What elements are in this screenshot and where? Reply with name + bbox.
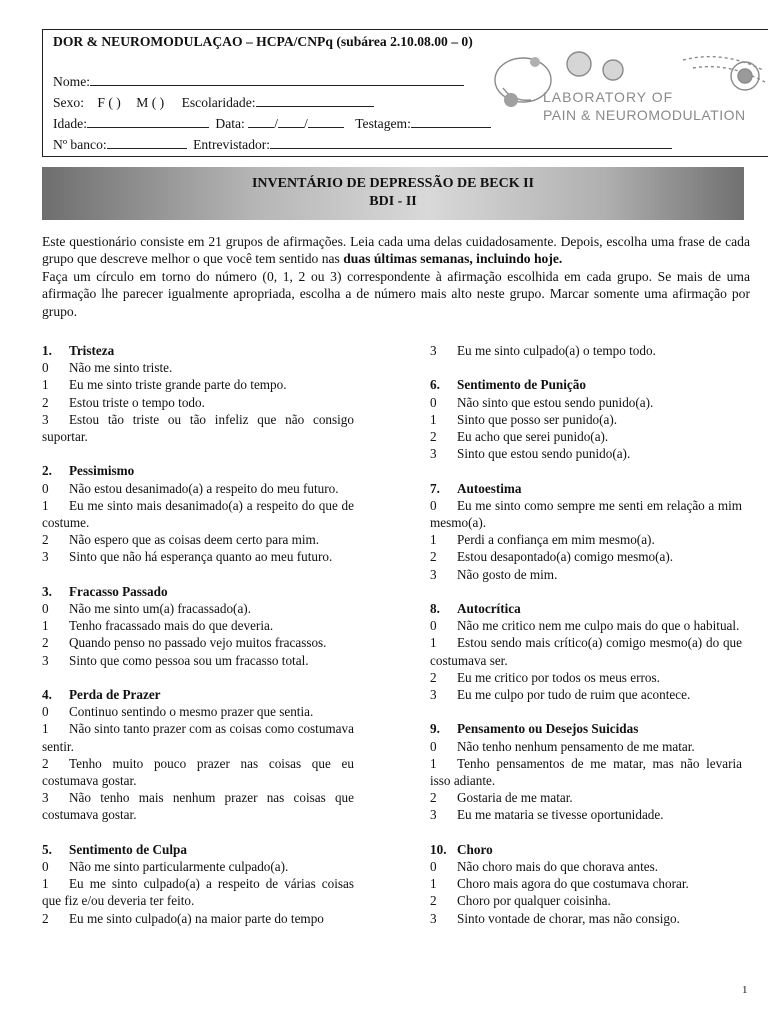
question-title xyxy=(42,342,354,359)
question-number: 7. xyxy=(430,480,440,496)
question-group xyxy=(430,720,742,823)
option-text: Choro mais agora do que costumava chorar. xyxy=(457,876,689,892)
instructions-paragraph-2: Faça um círculo em torno do número (0, 1, 2 ou 3) correspondente à afirmação escolhida em cada grupo. Se mais de uma afirmação lhe parecer igualmente apropriada, escolha a de número mais alto neste grupo. Marcar somente uma afirmação por grupo. xyxy=(42,268,750,319)
data-year-field[interactable] xyxy=(308,115,344,128)
option-number: 2 xyxy=(42,755,49,771)
question-number: 3. xyxy=(42,583,52,599)
question-number: 8. xyxy=(430,601,440,616)
answer-option[interactable] xyxy=(430,617,742,634)
instructions-paragraph-1 xyxy=(42,233,750,268)
answer-option[interactable] xyxy=(42,480,354,497)
option-text: Não espero que as coisas deem certo para mim. xyxy=(69,532,320,548)
nbanco-label: Nº banco: xyxy=(53,137,107,152)
question-title xyxy=(430,480,742,497)
option-number: 3 xyxy=(430,343,437,358)
option-number: 2 xyxy=(430,790,437,806)
answer-option[interactable] xyxy=(42,720,354,754)
option-text: Sinto que como pessoa sou um fracasso total. xyxy=(69,652,309,668)
question-title-text: Choro xyxy=(457,841,493,857)
answer-option[interactable] xyxy=(430,892,742,909)
instructions-text: Este questionário consiste em 21 grupos de afirmações. Leia cada uma delas cuidadosamente. Depois, escolha uma frase de cada grupo que descreve melhor o que você tem sentido nas xyxy=(42,234,750,267)
option-number: 0 xyxy=(42,360,49,376)
logo-text-line1: LABORATORY OF xyxy=(543,89,674,105)
question-title xyxy=(42,583,354,600)
option-number: 3 xyxy=(42,790,49,806)
option-number: 0 xyxy=(42,601,49,617)
answer-option[interactable] xyxy=(430,634,742,668)
option-text: Não me sinto um(a) fracassado(a). xyxy=(69,601,251,617)
option-number: 3 xyxy=(430,807,437,823)
option-text: Não sinto que estou sendo punido(a). xyxy=(457,394,654,410)
question-number: 6. xyxy=(430,377,440,393)
option-number: 1 xyxy=(42,497,49,513)
option-number: 1 xyxy=(430,755,437,771)
option-text: Choro por qualquer coisinha. xyxy=(457,893,611,909)
answer-option[interactable] xyxy=(430,738,742,755)
option-number: 2 xyxy=(430,549,437,565)
question-title xyxy=(42,686,354,703)
option-number: 1 xyxy=(430,876,437,892)
answer-option[interactable] xyxy=(42,376,354,393)
answer-option[interactable] xyxy=(42,652,354,669)
question-group xyxy=(42,686,354,824)
answer-option[interactable] xyxy=(42,910,354,927)
question-number: 9. xyxy=(430,721,440,737)
answer-option[interactable] xyxy=(42,394,354,411)
option-text: Eu me mataria se tivesse oportunidade. xyxy=(457,807,664,823)
option-number: 0 xyxy=(42,859,49,875)
option-number: 1 xyxy=(42,876,49,892)
answer-option[interactable] xyxy=(42,411,354,445)
answer-option[interactable] xyxy=(430,531,742,548)
date-separator: / xyxy=(274,116,279,131)
option-text: Perdi a confiança em mim mesmo(a). xyxy=(457,532,655,548)
option-text: Eu me culpo por tudo de ruim que acontece. xyxy=(457,687,691,703)
option-number: 3 xyxy=(430,687,437,703)
instructions xyxy=(42,233,750,320)
option-number: 1 xyxy=(42,377,49,393)
question-title xyxy=(430,720,742,737)
nome-row xyxy=(53,73,464,90)
question-number: 10. xyxy=(430,841,447,857)
question-title xyxy=(430,841,742,858)
option-number: 1 xyxy=(430,411,437,427)
option-number: 0 xyxy=(42,480,49,496)
answer-option[interactable] xyxy=(42,789,354,823)
question-group xyxy=(430,841,742,927)
option-text: Eu me sinto mais desanimado(a) a respeito do que de costume. xyxy=(42,497,354,531)
option-text: Eu me sinto como sempre me senti em relação a mim mesmo(a). xyxy=(430,497,742,530)
option-number: 0 xyxy=(430,738,437,754)
option-text: Sinto que posso ser punido(a). xyxy=(457,411,618,427)
option-text: Não me sinto triste. xyxy=(69,360,173,376)
option-text: Não sinto tanto prazer com as coisas como costumava sentir. xyxy=(42,721,354,754)
answer-option[interactable] xyxy=(430,566,742,583)
questions-left-column xyxy=(42,342,354,944)
answer-option[interactable] xyxy=(430,789,742,806)
question-title-text: Autoestima xyxy=(457,480,522,496)
question-title xyxy=(42,841,354,858)
answer-option[interactable] xyxy=(430,686,742,703)
option-text: Estou desapontado(a) comigo mesmo(a). xyxy=(457,549,674,565)
question-title-text: Autocrítica xyxy=(457,601,521,616)
date-separator: / xyxy=(304,116,308,131)
option-text: Não choro mais do que chorava antes. xyxy=(457,859,659,875)
data-label: Data: xyxy=(215,116,245,131)
question-title-text: Tristeza xyxy=(69,343,115,358)
option-text: Estou tão triste ou tão infeliz que não consigo suportar. xyxy=(42,411,354,445)
nome-field[interactable] xyxy=(90,73,464,86)
idade-label: Idade: xyxy=(53,116,87,131)
option-number: 3 xyxy=(42,549,49,565)
answer-option[interactable] xyxy=(430,858,742,875)
option-text: Não me critico nem me culpo mais do que o habitual. xyxy=(457,618,740,634)
question-title-text: Pensamento ou Desejos Suicidas xyxy=(457,721,639,737)
escolaridade-label: Escolaridade: xyxy=(181,95,256,110)
option-text: Sinto vontade de chorar, mas não consigo. xyxy=(457,910,680,926)
answer-option[interactable] xyxy=(430,394,742,411)
option-text: Não estou desanimado(a) a respeito do meu futuro. xyxy=(69,480,339,496)
answer-option[interactable] xyxy=(42,703,354,720)
nome-label: Nome: xyxy=(53,74,90,89)
entrevistador-field[interactable] xyxy=(270,136,672,149)
option-number: 1 xyxy=(430,635,437,651)
question-group xyxy=(42,841,354,927)
option-text: Estou sendo mais crítico(a) comigo mesmo(a) do que costumava ser. xyxy=(430,635,742,668)
option-number: 3 xyxy=(430,910,437,926)
inventory-title: INVENTÁRIO DE DEPRESSÃO DE BECK II xyxy=(251,176,534,191)
sexo-f-option[interactable]: F ( ) xyxy=(97,95,121,110)
question-title xyxy=(42,462,354,479)
question-title-text: Sentimento de Culpa xyxy=(69,841,187,857)
sexo-row xyxy=(53,94,374,111)
option-number: 3 xyxy=(430,566,437,582)
answer-option[interactable] xyxy=(42,548,354,565)
option-text: Não tenho nenhum pensamento de me matar. xyxy=(457,738,695,754)
answer-option[interactable] xyxy=(42,359,354,376)
option-text: Eu me sinto culpado(a) o tempo todo. xyxy=(457,343,656,358)
question-title-text: Fracasso Passado xyxy=(69,583,168,599)
option-text: Eu me critico por todos os meus erros. xyxy=(457,669,660,685)
option-text: Eu me sinto culpado(a) a respeito de várias coisas que fiz e/ou deveria ter feito. xyxy=(42,876,354,909)
answer-option[interactable] xyxy=(42,755,354,789)
option-text: Estou triste o tempo todo. xyxy=(69,394,205,410)
question-number: 4. xyxy=(42,687,52,703)
answer-option[interactable] xyxy=(430,806,742,823)
option-number: 2 xyxy=(430,669,437,685)
option-text: Gostaria de me matar. xyxy=(457,790,573,806)
answer-option[interactable] xyxy=(430,445,742,462)
option-number: 2 xyxy=(430,429,437,444)
logo-text-line2: PAIN & NEUROMODULATION xyxy=(543,107,746,123)
answer-option[interactable] xyxy=(430,342,742,359)
question-number: 5. xyxy=(42,841,52,857)
data-month-field[interactable] xyxy=(278,115,304,128)
nbanco-field[interactable] xyxy=(107,136,187,149)
option-text: Tenho muito pouco prazer nas coisas que eu costumava gostar. xyxy=(42,755,354,789)
lab-logo xyxy=(483,40,768,132)
option-text: Sinto que estou sendo punido(a). xyxy=(457,446,631,462)
option-text: Tenho pensamentos de me matar, mas não levaria isso adiante. xyxy=(430,755,742,789)
question-title xyxy=(430,376,742,393)
option-number: 0 xyxy=(42,704,49,720)
option-number: 0 xyxy=(430,618,437,634)
option-text: Não tenho mais nenhum prazer nas coisas que costumava gostar. xyxy=(42,790,354,823)
answer-option[interactable] xyxy=(430,411,742,428)
data-day-field[interactable] xyxy=(248,115,274,128)
question-title-text: Pessimismo xyxy=(69,463,135,479)
inventory-subtitle: BDI - II xyxy=(369,194,417,209)
option-number: 2 xyxy=(42,532,49,548)
questions-right-column xyxy=(430,342,742,944)
question-group xyxy=(430,600,742,703)
option-text: Eu acho que serei punido(a). xyxy=(457,429,609,444)
option-text: Não me sinto particularmente culpado(a). xyxy=(69,859,289,875)
option-number: 2 xyxy=(430,893,437,909)
answer-option[interactable] xyxy=(430,548,742,565)
entrevistador-label: Entrevistador: xyxy=(193,137,271,152)
answer-option[interactable] xyxy=(42,531,354,548)
option-number: 1 xyxy=(42,721,49,737)
question-group xyxy=(42,583,354,669)
option-number: 2 xyxy=(42,635,49,651)
answer-option[interactable] xyxy=(42,875,354,909)
nbanco-row xyxy=(53,136,672,153)
option-text: Não gosto de mim. xyxy=(457,566,558,582)
patient-info-box xyxy=(42,29,768,157)
option-number: 0 xyxy=(430,497,437,513)
escolaridade-field[interactable] xyxy=(256,94,374,107)
question-number: 1. xyxy=(42,343,52,358)
option-number: 2 xyxy=(42,910,49,926)
answer-option[interactable] xyxy=(42,497,354,531)
answer-option[interactable] xyxy=(430,875,742,892)
option-text: Quando penso no passado vejo muitos fracassos. xyxy=(69,635,327,651)
answer-option[interactable] xyxy=(42,858,354,875)
testagem-label: Testagem: xyxy=(355,116,411,131)
question-group xyxy=(42,342,354,445)
option-number: 1 xyxy=(430,532,437,548)
option-number: 0 xyxy=(430,859,437,875)
answer-option[interactable] xyxy=(430,428,742,445)
option-text: Continuo sentindo o mesmo prazer que sentia. xyxy=(69,704,314,720)
answer-option[interactable] xyxy=(430,497,742,531)
question-title xyxy=(430,600,742,617)
title-banner xyxy=(42,167,744,220)
question-number: 2. xyxy=(42,463,52,479)
idade-field[interactable] xyxy=(87,115,209,128)
option-number: 2 xyxy=(42,394,49,410)
testagem-field[interactable] xyxy=(411,115,491,128)
question-group xyxy=(430,376,742,462)
answer-option[interactable] xyxy=(430,755,742,789)
question-group xyxy=(430,480,742,583)
sexo-label: Sexo: xyxy=(53,95,84,110)
answer-option[interactable] xyxy=(42,634,354,651)
answer-option[interactable] xyxy=(430,910,742,927)
question-title-text: Sentimento de Punição xyxy=(457,377,586,393)
option-number: 0 xyxy=(430,394,437,410)
question-group xyxy=(42,462,354,565)
instructions-emphasis: duas últimas semanas, incluindo hoje. xyxy=(343,251,563,267)
option-text: Tenho fracassado mais do que deveria. xyxy=(69,618,274,634)
option-number: 3 xyxy=(430,446,437,462)
option-number: 3 xyxy=(42,411,49,427)
page-number: 1 xyxy=(742,984,748,996)
answer-option[interactable] xyxy=(42,600,354,617)
answer-option[interactable] xyxy=(430,669,742,686)
answer-option[interactable] xyxy=(42,617,354,634)
option-text: Eu me sinto culpado(a) na maior parte do tempo xyxy=(69,910,324,926)
idade-row xyxy=(53,115,491,132)
header-title: DOR & NEUROMODULAÇAO – HCPA/CNPq (subárea 2.10.08.00 – 0) xyxy=(53,34,473,49)
question-continuation xyxy=(430,342,742,359)
option-number: 1 xyxy=(42,618,49,634)
sexo-m-option[interactable]: M ( ) xyxy=(136,95,165,110)
option-text: Eu me sinto triste grande parte do tempo. xyxy=(69,377,287,393)
option-number: 3 xyxy=(42,652,49,668)
question-title-text: Perda de Prazer xyxy=(69,687,161,703)
option-text: Sinto que não há esperança quanto ao meu futuro. xyxy=(69,549,333,565)
